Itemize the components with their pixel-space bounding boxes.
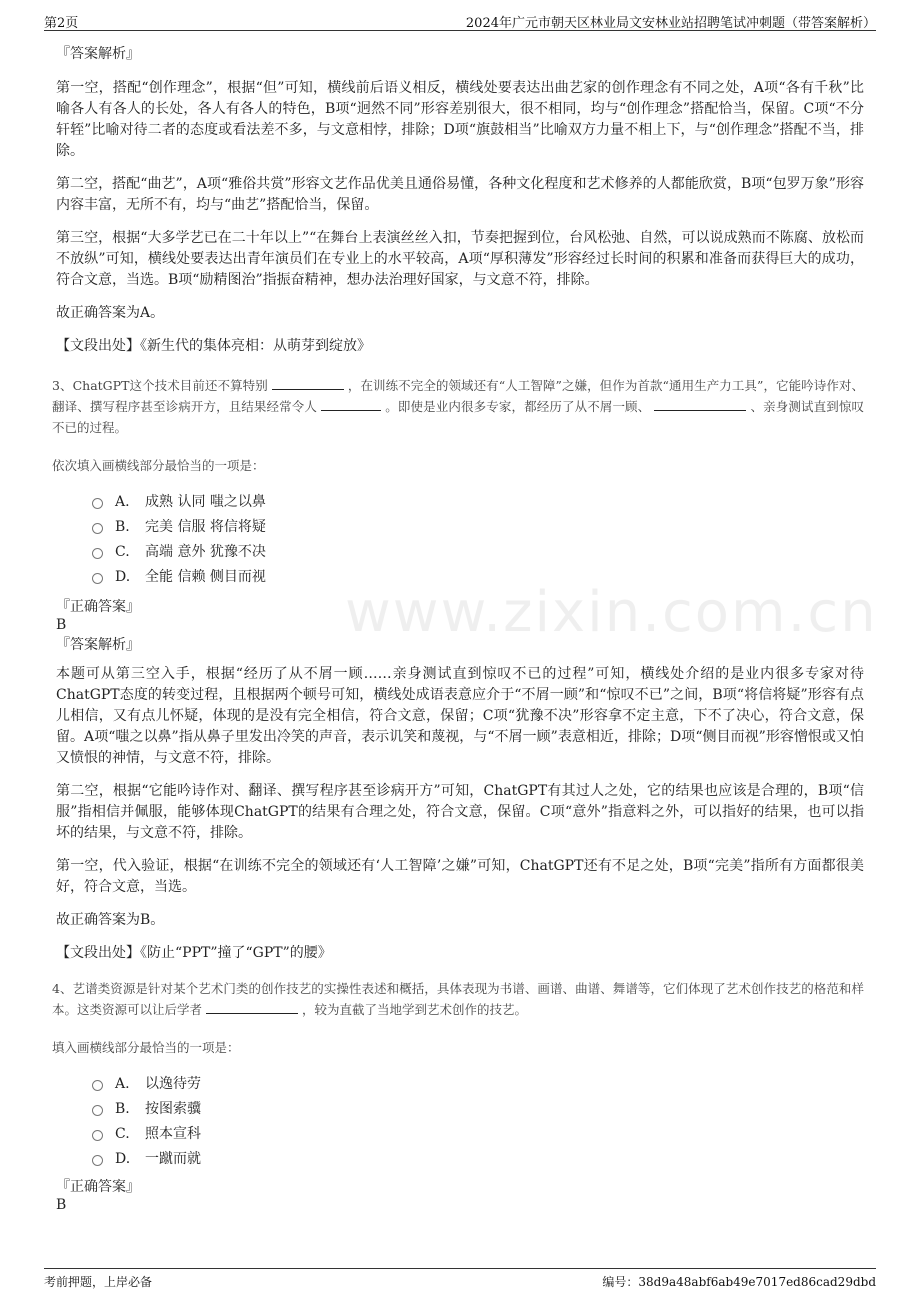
conclusion: 故正确答案为A。 bbox=[56, 305, 165, 321]
radio-button[interactable] bbox=[92, 1130, 103, 1141]
page-header bbox=[44, 8, 876, 31]
question-prompt: 依次填入画横线部分最恰当的一项是： bbox=[52, 458, 265, 473]
source-citation: 【文段出处】《防止“PPT”撞了“GPT”的腰》 bbox=[56, 945, 332, 961]
correct-answer: B bbox=[56, 617, 67, 633]
analysis-tag: 『答案解析』 bbox=[56, 637, 140, 653]
radio-button[interactable] bbox=[92, 523, 103, 534]
watermark: www.zixin.com.cn bbox=[345, 580, 878, 645]
document-body bbox=[52, 44, 864, 1214]
answer-blank bbox=[206, 999, 298, 1014]
analysis-paragraph: 第一空，搭配“创作理念”，根据“但”可知，横线前后语义相反，横线处要表达出曲艺家的创作理念有不同之处，A项“各有千秋”比喻各人有各人的长处，各人有各人的特色，B项“迥然不同”形容差别很大，很不相同，均与“创作理念”搭配恰当，保留。C项“不分轩轾”比喻对待二者的态度或看法差不多，与文意相悖，排除；D项“旗鼓相当”比喻双方力量不相上下，与“创作理念”搭配不当，排除。 bbox=[56, 80, 864, 159]
correct-answer-tag: 『正确答案』 bbox=[56, 599, 140, 615]
option-a[interactable]: A. 以逸待劳 bbox=[92, 1072, 864, 1097]
option-c[interactable]: C. 高端 意外 犹豫不决 bbox=[92, 540, 864, 565]
answer-blank bbox=[654, 396, 746, 411]
document-title: 2024年广元市朝天区林业局文安林业站招聘笔试冲刺题（带答案解析） bbox=[465, 16, 876, 31]
document-id: 编号：38d9a48abf6ab49e7017ed86cad29dbd bbox=[602, 1275, 876, 1289]
answer-blank bbox=[272, 375, 344, 390]
question-prompt: 填入画横线部分最恰当的一项是： bbox=[52, 1040, 240, 1055]
option-b[interactable]: B. 按图索骥 bbox=[92, 1097, 864, 1122]
question-4-stem: 4、艺谱类资源是针对某个艺术门类的创作技艺的实操性表述和概括，具体表现为书谱、画谱、曲谱、舞谱等，它们体现了艺术创作技艺的格范和样本。这类资源可以让后学者 ，较为直截了当地学到艺术创作的技艺。 bbox=[52, 981, 864, 1017]
analysis-paragraph: 第三空，根据“大多学艺已在二十年以上”“在舞台上表演丝丝入扣，节奏把握到位，台风松弛、自然，可以说成熟而不陈腐、放松而不放纵”可知，横线处要表达出青年演员们在专业上的水平较高，A项“厚积薄发”形容经过长时间的积累和准备而获得巨大的成功，符合文意，当选。B项“励精图治”指振奋精神，想办法治理好国家，与文意不符，排除。 bbox=[56, 230, 864, 288]
radio-button[interactable] bbox=[92, 1105, 103, 1116]
option-a[interactable]: A. 成熟 认同 嗤之以鼻 bbox=[92, 490, 864, 515]
radio-button[interactable] bbox=[92, 573, 103, 584]
analysis-paragraph: 第二空，根据“它能吟诗作对、翻译、撰写程序甚至诊病开方”可知，ChatGPT有其过人之处，它的结果也应该是合理的，B项“信服”指相信并佩服，能够体现ChatGPT的结果有合理之处，符合文意，保留。C项“意外”指意料之外，可以指好的结果，也可以指坏的结果，与文意不符，排除。 bbox=[56, 783, 864, 841]
source-citation: 【文段出处】《新生代的集体亮相：从萌芽到绽放》 bbox=[56, 338, 371, 354]
correct-answer-tag: 『正确答案』 bbox=[56, 1179, 140, 1195]
answer-blank bbox=[321, 396, 381, 411]
footer-slogan: 考前押题，上岸必备 bbox=[44, 1275, 153, 1289]
analysis-paragraph: 第一空，代入验证，根据“在训练不完全的领域还有‘人工智障’之嫌”可知，ChatGPT还有不足之处，B项“完美”指所有方面都很美好，符合文意，当选。 bbox=[56, 858, 864, 895]
radio-button[interactable] bbox=[92, 1080, 103, 1091]
analysis-paragraph: 本题可从第三空入手，根据“经历了从不屑一顾……亲身测试直到惊叹不已的过程”可知，横线处介绍的是业内很多专家对待ChatGPT态度的转变过程，且根据两个顿号可知，横线处成语表意应介于“不屑一顾”和“惊叹不已”之间，B项“将信将疑”形容有点儿相信，又有点儿怀疑，体现的是没有完全相信，符合文意，保留；C项“犹豫不决”形容拿不定主意，下不了决心，符合文意，保留。A项“嗤之以鼻”指从鼻子里发出冷笑的声音，表示讥笑和蔑视，与“不屑一顾”表意相近，排除；D项“侧目而视”形容憎恨或又怕又愤恨的神情，与文意不符，排除。 bbox=[56, 666, 864, 766]
radio-button[interactable] bbox=[92, 498, 103, 509]
analysis-tag: 『答案解析』 bbox=[56, 46, 140, 62]
radio-button[interactable] bbox=[92, 548, 103, 559]
options-list bbox=[92, 1072, 864, 1172]
radio-button[interactable] bbox=[92, 1155, 103, 1166]
page-footer bbox=[44, 1268, 876, 1293]
option-b[interactable]: B. 完美 信服 将信将疑 bbox=[92, 515, 864, 540]
option-c[interactable]: C. 照本宣科 bbox=[92, 1122, 864, 1147]
analysis-paragraph: 第二空，搭配“曲艺”，A项“雅俗共赏”形容文艺作品优美且通俗易懂，各种文化程度和艺术修养的人都能欣赏，B项“包罗万象”形容内容丰富，无所不有，均与“曲艺”搭配恰当，保留。 bbox=[56, 176, 864, 213]
conclusion: 故正确答案为B。 bbox=[56, 912, 165, 928]
option-d[interactable]: D. 全能 信赖 侧目而视 bbox=[92, 565, 864, 590]
page-number: 第2页 bbox=[44, 16, 79, 31]
options-list bbox=[92, 490, 864, 590]
correct-answer: B bbox=[56, 1197, 67, 1213]
question-3-stem: 3、ChatGPT这个技术目前还不算特别 ，在训练不完全的领域还有“人工智障”之嫌，但作为首款“通用生产力工具”，它能吟诗作对、翻译、撰写程序甚至诊病开方，且结果经常令人 。即使是业内很多专家，都经历了从不屑一顾、 、亲身测试直到惊叹不已的过程。 bbox=[52, 375, 864, 438]
option-d[interactable]: D. 一蹴而就 bbox=[92, 1147, 864, 1172]
